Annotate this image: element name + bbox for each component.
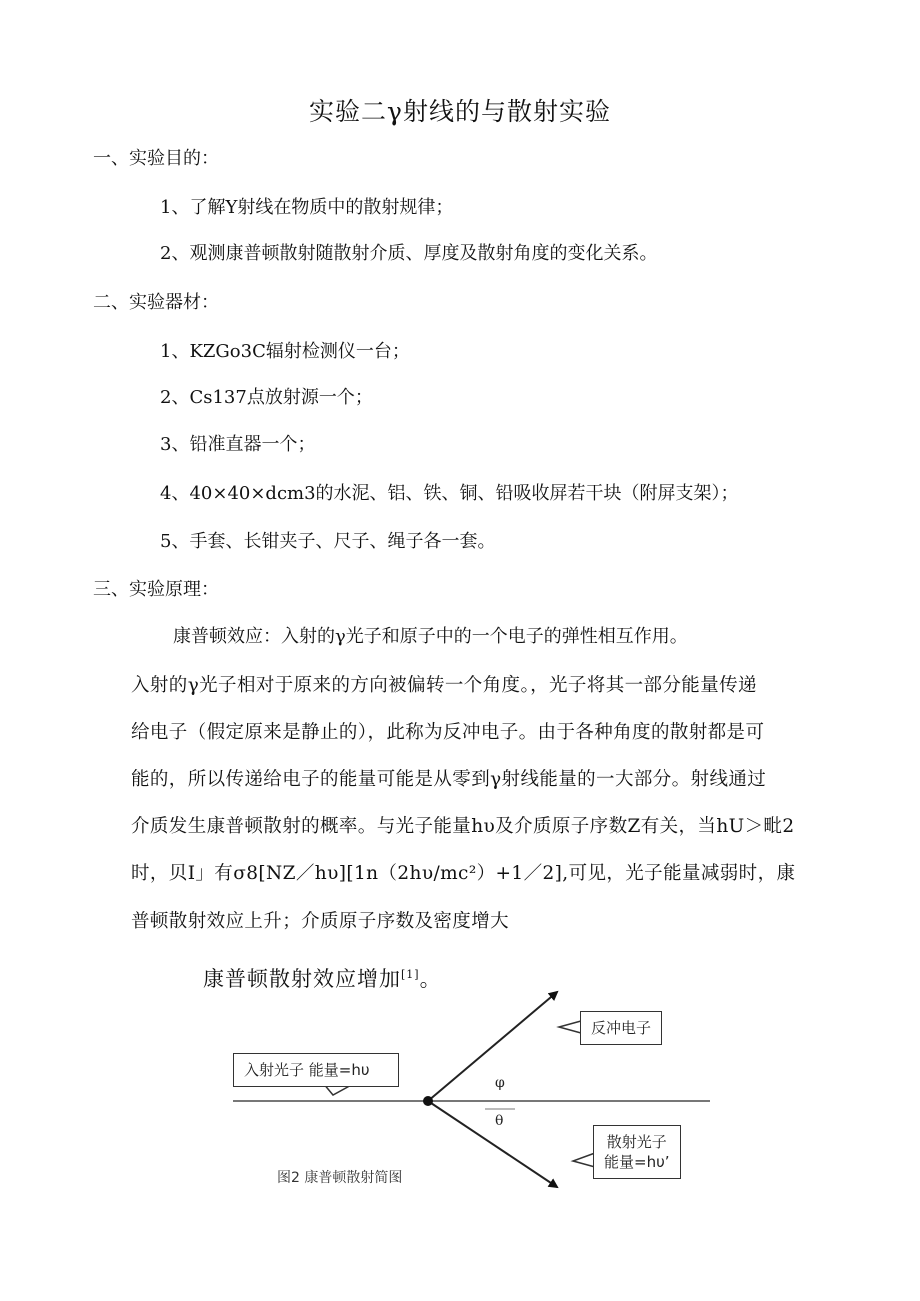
recoil-electron-label: 反冲电子 — [580, 1011, 662, 1045]
list-item: 2、Cs137点放射源一个； — [160, 387, 373, 408]
section-1-heading: 一、实验目的： — [93, 148, 219, 169]
principle-line: 普顿散射效应上升；介质原子序数及密度增大 — [131, 911, 510, 932]
principle-line: 给电子（假定原来是静止的），此称为反冲电子。由于各种角度的散射都是可 — [131, 722, 765, 743]
list-item: 4、40×40×dcm3的水泥、铝、铁、铜、铅吸收屏若干块（附屏支架）； — [160, 483, 739, 504]
interaction-point — [423, 1096, 433, 1106]
principle-line: 介质发生康普顿散射的概率。与光子能量hυ及介质原子序数Z有关，当hU＞毗2 — [131, 816, 795, 837]
list-item: 1、KZGo3C辐射检测仪一台； — [160, 341, 410, 362]
figure-caption-bottom: 图2 康普顿散射简图 — [277, 1170, 403, 1186]
list-item: 1、了解Y射线在物质中的散射规律； — [160, 197, 454, 218]
list-item: 2、观测康普顿散射随散射介质、厚度及散射角度的变化关系。 — [160, 243, 658, 264]
principle-line: 时，贝I」有σ8[NZ／hυ][1n（2hυ/mc²）+1／2],可见，光子能量减弱时，康 — [131, 863, 796, 884]
principle-line: 入射的γ光子相对于原来的方向被偏转一个角度。，光子将其一部分能量传递 — [131, 675, 757, 696]
section-2-heading: 二、实验器材： — [93, 292, 219, 313]
list-item: 5、手套、长钳夹子、尺子、绳子各一套。 — [160, 531, 496, 552]
section-3-heading: 三、实验原理： — [93, 579, 219, 600]
principle-line: 能的，所以传递给电子的能量可能是从零到γ射线能量的一大部分。射线通过 — [131, 769, 767, 790]
incident-photon-label: 入射光子 能量=hυ — [233, 1053, 399, 1087]
figure-caption-top: 康普顿散射效应增加[1]。 — [203, 967, 442, 991]
theta-label: θ — [495, 1113, 504, 1129]
scatter-arrow — [428, 1101, 557, 1187]
phi-label: φ — [495, 1075, 505, 1091]
compton-figure — [195, 955, 715, 1205]
scattered-photon-label: 散射光子 能量=hυ’ — [593, 1125, 681, 1179]
recoil-arrow — [428, 992, 557, 1101]
list-item: 3、铅准直器一个； — [160, 434, 316, 455]
page-title: 实验二γ射线的与散射实验 — [309, 97, 611, 126]
principle-intro: 康普顿效应：入射的γ光子和原子中的一个电子的弹性相互作用。 — [173, 626, 688, 647]
